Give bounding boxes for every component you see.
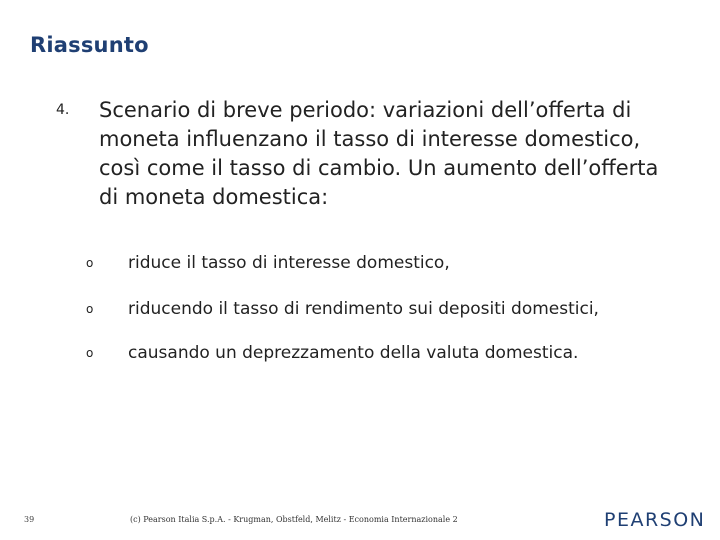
sub-item-text: riduce il tasso di interesse domestico, [128,253,450,273]
slide-title: Riassunto [30,33,149,57]
sub-bullet-list [86,252,686,365]
sub-list-item [86,252,686,275]
sub-item-text: riducendo il tasso di rendimento sui depositi domestici, [128,299,599,319]
sub-list-item [86,342,686,365]
pearson-logo: PEARSON [604,509,706,531]
sub-list-item [86,298,686,321]
hollow-bullet-icon: o [86,346,94,360]
list-item-text: Scenario di breve periodo: variazioni dell’offerta di moneta influenzano il tasso di interesse domestico, così come il tasso di cambio. Un aumento dell’offerta di moneta domestica: [99,98,659,209]
main-list-item [56,96,676,212]
hollow-bullet-icon: o [86,302,94,316]
slide-number: 39 [24,515,35,524]
footer-copyright: (c) Pearson Italia S.p.A. - Krugman, Obstfeld, Melitz - Economia Internazionale 2 [130,515,458,524]
sub-item-text: causando un deprezzamento della valuta domestica. [128,343,579,363]
list-number: 4. [56,102,70,118]
hollow-bullet-icon: o [86,256,94,270]
